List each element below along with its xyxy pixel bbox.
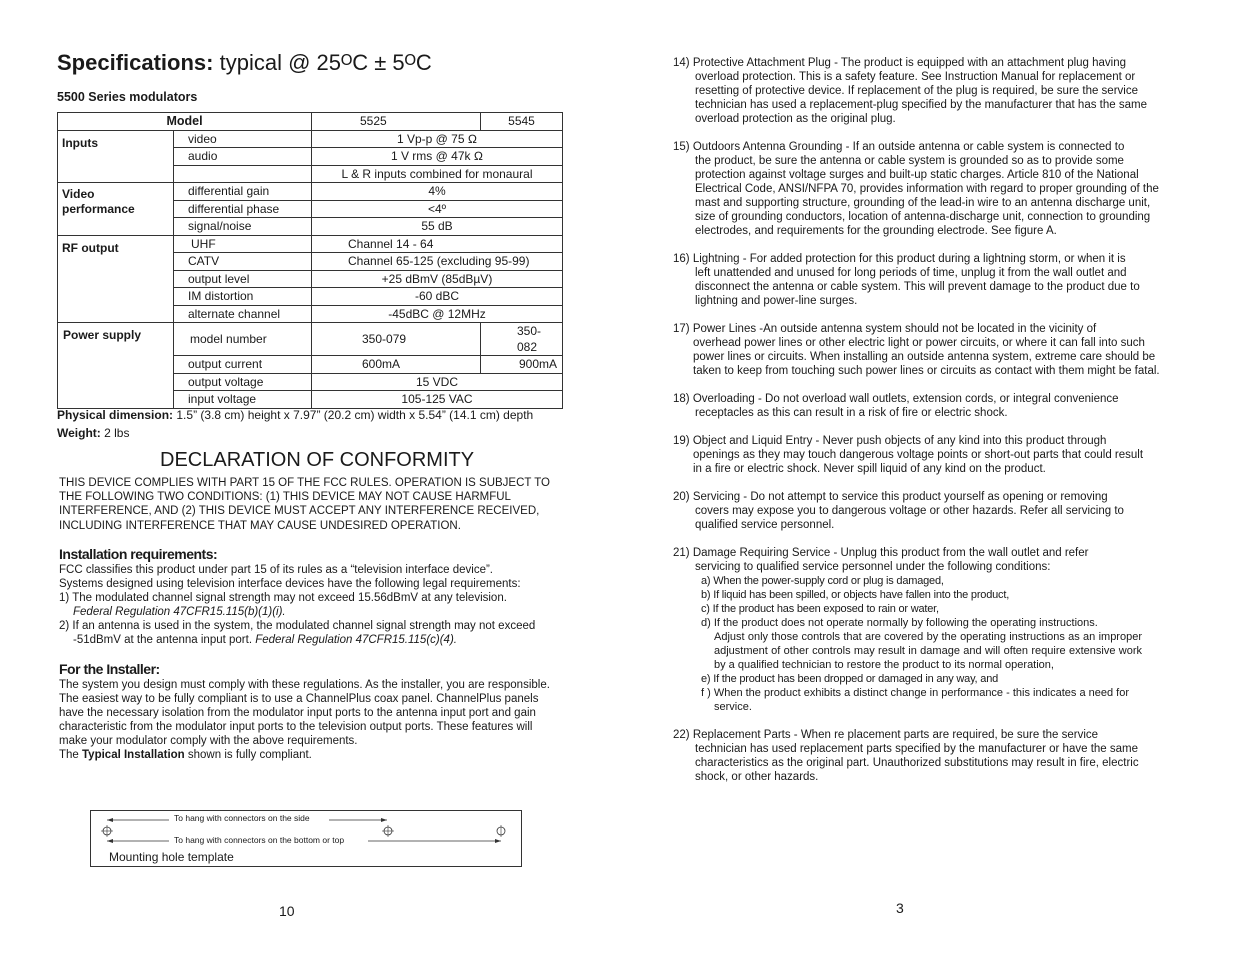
condition-item-cont: service. bbox=[714, 701, 752, 713]
condition-item: b) If liquid has been spilled, or objects have fallen into the product, bbox=[701, 589, 1010, 601]
requirement-2-cont bbox=[59, 633, 569, 647]
row-value-a: 350-079 bbox=[312, 323, 481, 356]
row-label: output level bbox=[174, 270, 312, 288]
series-subtitle: 5500 Series modulators bbox=[57, 90, 198, 104]
item-first: 20) Servicing - Do not attempt to service this product yourself as opening or removing bbox=[673, 491, 1108, 503]
row-value-a: 600mA bbox=[312, 356, 481, 374]
table-row bbox=[58, 235, 563, 253]
list-item bbox=[673, 140, 1179, 238]
item-first: 17) Power Lines -An outside antenna system should not be located in the vicinity of bbox=[673, 323, 1097, 335]
item-rest: servicing to qualified service personnel under the following conditions: bbox=[695, 561, 1051, 573]
requirement-2-text: -51dBmV at the antenna input port. bbox=[73, 634, 256, 646]
installer-post: shown is fully compliant. bbox=[184, 749, 312, 761]
row-value: 55 dB bbox=[312, 218, 563, 236]
requirement-1-ref: Federal Regulation 47CFR15.115(b)(1)(i). bbox=[73, 606, 286, 618]
condition-item: a) When the power-supply cord or plug is damaged, bbox=[701, 575, 944, 587]
table-row bbox=[58, 323, 563, 356]
declaration-title: DECLARATION OF CONFORMITY bbox=[160, 449, 475, 471]
list-item bbox=[673, 728, 1179, 784]
row-value-b: 900mA bbox=[481, 356, 563, 374]
condition-item-cont: Adjust only those controls that are covered by the operating instructions as an improper adjustment of other controls may result in damage and will often require extensive work by a qualified technician to restore the product to its normal operation, bbox=[714, 631, 1142, 671]
row-value: 15 VDC bbox=[312, 373, 563, 391]
item-rest: covers may expose you to dangerous voltage or other hazards. Refer all servicing to qualified service personnel. bbox=[695, 505, 1124, 531]
row-value: Channel 65-125 (excluding 95-99) bbox=[312, 253, 563, 271]
installation-section bbox=[59, 546, 569, 647]
row-label: video bbox=[174, 130, 312, 148]
list-item bbox=[673, 322, 1179, 378]
condition-item: c) If the product has been exposed to rain or water, bbox=[701, 603, 939, 615]
installer-bold: Typical Installation bbox=[82, 749, 185, 761]
hole-icon bbox=[497, 825, 505, 837]
item-first: 22) Replacement Parts - When re placement parts are required, be sure the service bbox=[673, 729, 1099, 741]
row-label: CATV bbox=[174, 253, 312, 271]
weight-value: 2 lbs bbox=[100, 426, 130, 440]
row-value-b: 350-082 bbox=[481, 323, 563, 356]
item-rest: receptacles as this can result in a risk of fire or electric shock. bbox=[695, 407, 1008, 419]
group-inputs: Inputs bbox=[58, 130, 174, 183]
model-5525: 5525 bbox=[312, 113, 481, 131]
item-rest: overload protection. This is a safety feature. See Instruction Manual for replacement or resetting of protective device. If replacement of the plug is required, be sure the service technician has used a replacement-plug specified by the manufacturer that has the same overload protection as the original plug. bbox=[695, 71, 1147, 125]
row-label-empty bbox=[174, 165, 312, 183]
condition-item: e) If the product has been dropped or damaged in any way, and bbox=[701, 673, 999, 685]
list-item bbox=[673, 546, 1179, 714]
page-number-left: 10 bbox=[279, 903, 295, 919]
list-item bbox=[673, 392, 1179, 420]
item-rest: overhead power lines or other electric light or power circuits, or where it can fall into such power lines or circuits. When installing an outside antenna system, extreme care should be taken to keep from touching such power lines or circuits as contact with them might be fatal. bbox=[693, 337, 1160, 377]
physical-dimension bbox=[57, 408, 533, 422]
mounting-template bbox=[90, 810, 522, 867]
row-label: audio bbox=[174, 148, 312, 166]
row-label: signal/noise bbox=[174, 218, 312, 236]
item-first: 16) Lightning - For added protection for this product during a lightning storm, or when it is bbox=[673, 253, 1126, 265]
row-value: 1 V rms @ 47k Ω bbox=[312, 148, 563, 166]
installer-section bbox=[59, 661, 559, 762]
condition-item: d) If the product does not operate normally by following the operating instructions. bbox=[701, 617, 1098, 629]
model-5545: 5545 bbox=[481, 113, 563, 131]
item-first: 18) Overloading - Do not overload wall outlets, extension cords, or integral convenience bbox=[673, 393, 1119, 405]
row-label: alternate channel bbox=[174, 305, 312, 323]
installer-body bbox=[59, 678, 559, 762]
right-column bbox=[673, 56, 1179, 784]
list-item bbox=[673, 490, 1179, 532]
item-rest: the product, be sure the antenna or cable system is grounded so as to provide some protection against voltage surges and built-up static charges. Article 810 of the National Electrical Code, ANSI/NFPA 70, provides information with regard to proper grounding of the mast and supporting structure, grounding of the lead-in wire to an antenna discharge unit, size of grounding conductors, location of antenna-discharge unit, connection to grounding electrodes, and requirements for the grounding electrode. See figure A. bbox=[695, 155, 1159, 237]
condition-item: f ) When the product exhibits a distinct change in performance - this indicates a need for bbox=[701, 687, 1130, 699]
item-first: 21) Damage Requiring Service - Unplug this product from the wall outlet and refer bbox=[673, 547, 1089, 559]
declaration-text: THIS DEVICE COMPLIES WITH PART 15 OF THE FCC RULES. OPERATION IS SUBJECT TO THE FOLLOWING TWO CONDITIONS: (1) THIS DEVICE MAY NOT CAUSE HARMFUL INTERFERENCE, AND (2) THIS DEVICE MUST ACCEPT ANY INTERFERENCE RECEIVED, INCLUDING INTERFERENCE THAT MAY CAUSE UNDESIRED OPERATION. bbox=[59, 477, 550, 532]
list-item bbox=[673, 56, 1179, 126]
row-label: UHF bbox=[174, 235, 312, 253]
mount-template-label: Mounting hole template bbox=[109, 850, 234, 864]
title-rest: typical @ 25ᴼC ± 5ᴼC bbox=[213, 50, 432, 75]
row-value: Channel 14 - 64 bbox=[312, 235, 563, 253]
row-label: IM distortion bbox=[174, 288, 312, 306]
mount-side-label: To hang with connectors on the side bbox=[174, 813, 310, 823]
item-first: 19) Object and Liquid Entry - Never push objects of any kind into this product through bbox=[673, 435, 1107, 447]
list-item bbox=[673, 252, 1179, 308]
row-value: 4% bbox=[312, 183, 563, 201]
installer-heading: For the Installer: bbox=[59, 661, 160, 677]
group-power-supply: Power supply bbox=[58, 323, 174, 409]
installation-heading: Installation requirements: bbox=[59, 546, 218, 562]
page-number-right: 3 bbox=[896, 900, 904, 916]
spec-table bbox=[57, 112, 563, 409]
row-value: -60 dBC bbox=[312, 288, 563, 306]
model-header: Model bbox=[58, 113, 312, 131]
group-video-performance: Video performance bbox=[58, 183, 174, 236]
item-rest: openings as they may touch dangerous voltage points or short-out parts that could result in a fire or electric shock. Never spill liquid of any kind on the product. bbox=[693, 449, 1144, 475]
installation-line: FCC classifies this product under part 15 of its rules as a “television interface device”. bbox=[59, 564, 493, 576]
page-title bbox=[57, 50, 432, 76]
item-rest: technician has used replacement parts specified by the manufacturer or have the same characteristics as the original part. Unauthorized substitutions may result in fire, electric shock, or other hazards. bbox=[695, 743, 1139, 783]
installation-line: Systems designed using television interface devices have the following legal requirements: bbox=[59, 578, 521, 590]
hole-icon bbox=[382, 825, 394, 837]
phys-label: Physical dimension: bbox=[57, 408, 174, 422]
row-label: input voltage bbox=[174, 391, 312, 409]
weight-label: Weight: bbox=[57, 426, 101, 440]
row-label: differential phase bbox=[174, 200, 312, 218]
title-bold: Specifications: bbox=[57, 50, 214, 75]
mount-bottom-label: To hang with connectors on the bottom or top bbox=[174, 835, 345, 845]
row-label: output voltage bbox=[174, 373, 312, 391]
installation-body bbox=[59, 563, 569, 647]
item-first: 15) Outdoors Antenna Grounding - If an outside antenna or cable system is connected to bbox=[673, 141, 1125, 153]
table-row bbox=[58, 113, 563, 131]
table-row bbox=[58, 130, 563, 148]
row-value: -45dBC @ 12MHz bbox=[312, 305, 563, 323]
row-value: <4º bbox=[312, 200, 563, 218]
condition-list bbox=[673, 574, 1179, 714]
weight bbox=[57, 426, 129, 440]
hole-icon bbox=[101, 825, 113, 837]
row-label: model number bbox=[174, 323, 312, 356]
group-rf-output: RF output bbox=[58, 235, 174, 323]
installer-pre: The bbox=[59, 749, 83, 761]
requirement-1: 1) The modulated channel signal strength may not exceed 15.56dBmV at any television. bbox=[59, 592, 507, 604]
row-label: differential gain bbox=[174, 183, 312, 201]
phys-value: 1.5” (3.8 cm) height x 7.97” (20.2 cm) width x 5.54” (14.1 cm) depth bbox=[173, 408, 534, 422]
item-rest: left unattended and unused for long periods of time, unplug it from the wall outlet and disconnect the antenna or cable system. This will prevent damage to the product due to lightning and power-line surges. bbox=[695, 267, 1140, 307]
row-value: 105-125 VAC bbox=[312, 391, 563, 409]
requirement-2-ref: Federal Regulation 47CFR15.115(c)(4). bbox=[255, 634, 457, 646]
requirement-2: 2) If an antenna is used in the system, the modulated channel signal strength may not exceed bbox=[59, 620, 536, 632]
item-first: 14) Protective Attachment Plug - The product is equipped with an attachment plug having bbox=[673, 57, 1127, 69]
installer-text: The system you design must comply with these regulations. As the installer, you are responsible. The easiest way to be fully compliant is to use a ChannelPlus coax panel. ChannelPlus panels have the necessary isolation from the modulator input ports to the antenna input port and gain characteristic from the modulator input ports to the television output ports. These features will make your modulator comply with the above requirements. bbox=[59, 679, 550, 747]
row-value: 1 Vp-p @ 75 Ω bbox=[312, 130, 563, 148]
list-item bbox=[673, 434, 1179, 476]
row-label: output current bbox=[174, 356, 312, 374]
row-value: +25 dBmV (85dBµV) bbox=[312, 270, 563, 288]
row-value: L & R inputs combined for monaural bbox=[312, 165, 563, 183]
table-row bbox=[58, 183, 563, 201]
